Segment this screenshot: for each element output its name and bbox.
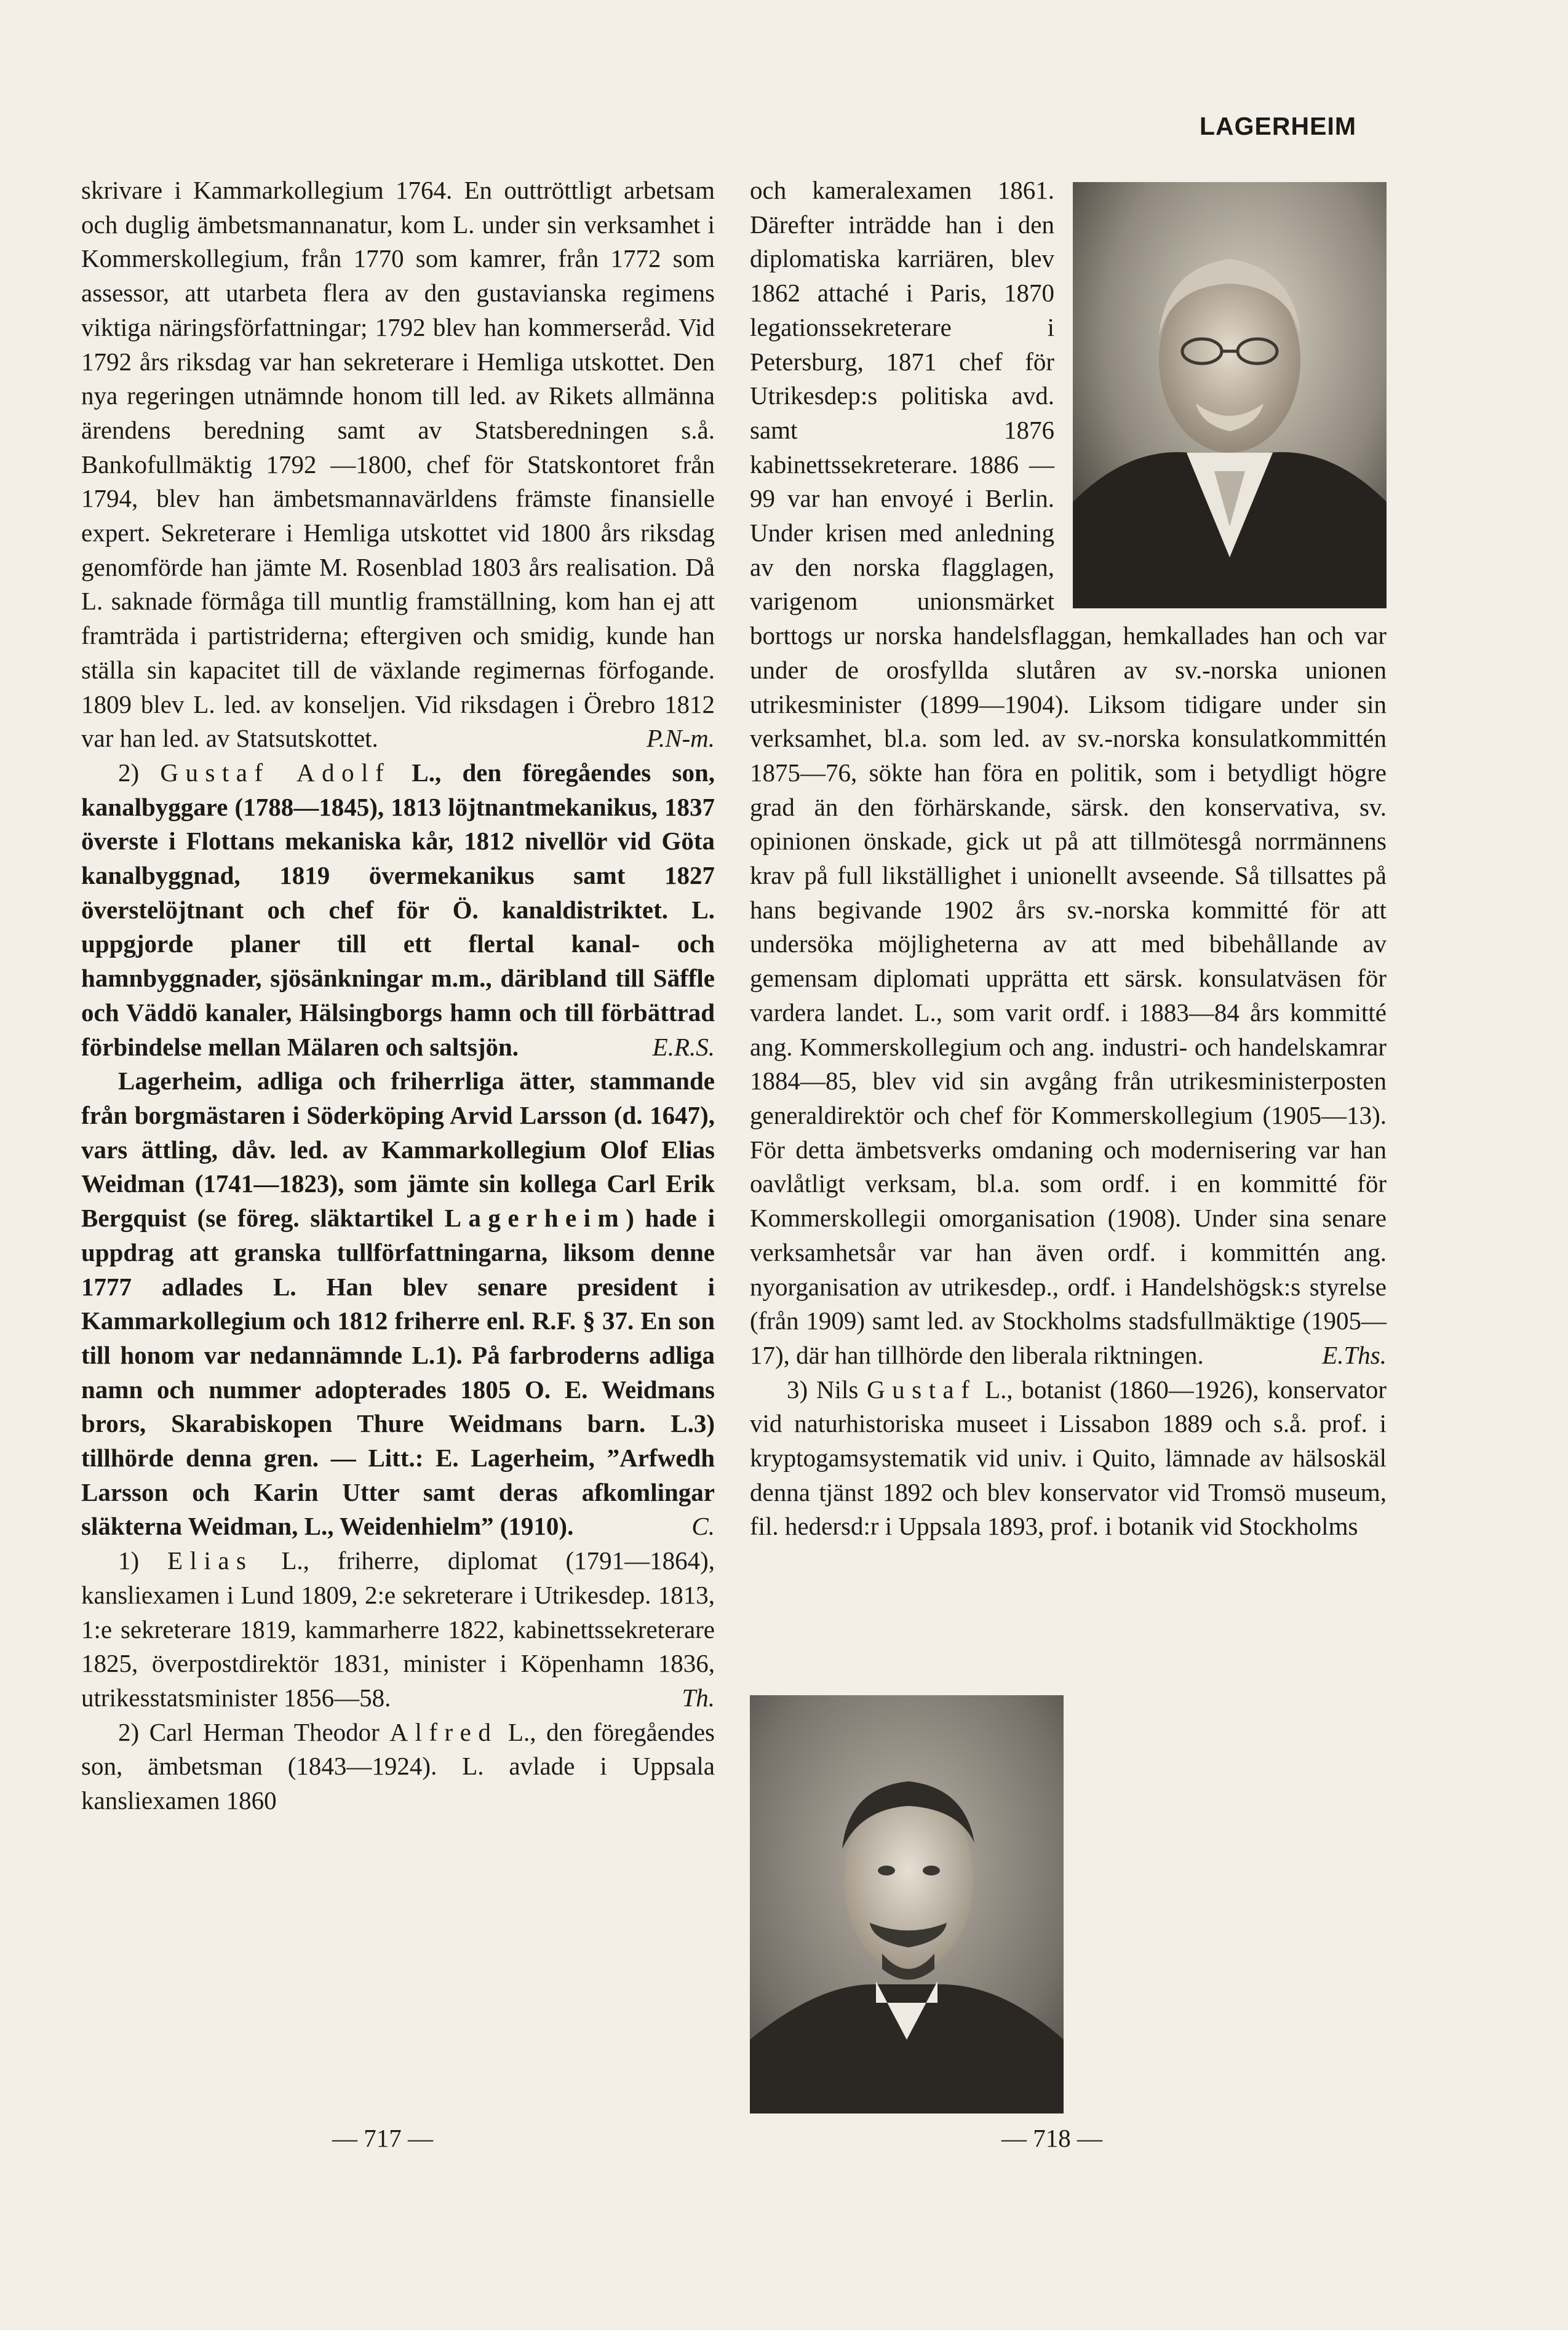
author-signature: E.R.S. — [652, 1032, 715, 1061]
entry-elias: 1) Elias L., friherre, diplomat (1791—1864), kansliexamen i Lund 1809, 2:e sekreterare i Utrikesdep. 1813, 1:e sekreterare 1819, kammarherre 1822, kabinettssekreterare 1825, överpostdirektör 1831, minister i Köpenhamn 1836, utrikesstatsminister 1856—58. Th. — [81, 1544, 715, 1716]
entry-alfred-continued: och kameralexamen 1861. Därefter inträdde han i den diplomatiska karriären, blev 1862 attaché i Paris, 1870 legationssekreterare i Petersburg, 1871 chef för Utrikesdep:s politiska avd. samt 1876 kabinettssekreterare. 1886 —99 var han envoyé i Berlin. Under krisen med anledning av den norska flagglagen, varigenom unionsmärket borttogs ur norska handelsflaggan, hemkallades han och var under de orosfyllda slutåren av sv.-norska unionen utrikesminister (1899—1904). Liksom tidigare under sin verksamhet, bl.a. som led. av sv.-norska konsulatkommittén 1875—76, sökte han föra en politik, som i betydligt högre grad än den förhärskande, särsk. den konservativa, sv. opinionen önskade, gick ut på att tillmötesgå norrmännens krav på full likställighet i unionellt avseende. Så tillsattes på hans begivande 1902 års sv.-norska kommitté för att undersöka möjligheterna av att med bibehållande av gemensam diplomati upprätta ett särsk. konsulatväsen för vardera landet. L., som varit ordf. i 1883—84 års kommitté ang. Kommerskollegium och ang. industri- och handelskamrar 1884—85, blev vid sin avgång från utrikesministerposten generaldirektör och chef för Kommerskollegium (1905—13). För detta ämbetsverks omdaning och modernisering var han oavlåtligt verksam, bl.a. som ordf. i en kommitté för Kommerskollegii omorganisation (1908). Under sina senare verksamhetsår var han även ordf. i kommittén ang. nyorganisation av utrikesdep., ordf. i Handelshögsk:s styrelse (från 1909) samt led. av Stockholms stadsfullmäktige (1905—17), där han tillhörde den liberala riktningen. E.Ths. — [750, 173, 1387, 1373]
author-signature: E.Ths. — [1322, 1340, 1387, 1369]
page-number-left: — 717 — — [332, 2124, 433, 2152]
author-signature: P.N-m. — [647, 724, 715, 753]
spaced-name: Gustaf — [867, 1375, 977, 1404]
entry-lagerheim-family: Lagerheim, adliga och friherrliga ätter, stammande från borgmästaren i Söderköping Arvid Larsson (d. 1647), vars ättling, dåv. led. av Kammarkollegium Olof Elias Weidman (1741—1823), som jämte sin kollega Carl Erik Bergquist (se föreg. släktartikel Lagerheim) hade i uppdrag att granska tullförfattningarna, liksom denne 1777 adlades L. Han blev senare president i Kammarkollegium och 1812 friherre enl. R.F. § 37. En son till honom var nedannämnde L.1). På farbroderns adliga namn och nummer adopterades 1805 O. E. Weidmans brors, Skarabiskopen Thure Weidmans barn. L.3) tillhörde denna gren. — Litt.: E. Lagerheim, ”Arfwedh Larsson och Karin Utter samt deras afkomlingar släkterna Weidman, L., Weidenhielm” (1910). C. — [81, 1064, 715, 1544]
spaced-name: Lagerheim — [444, 1204, 626, 1233]
running-header: LAGERHEIM — [1200, 112, 1356, 140]
lemma: Lagerheim, — [118, 1067, 242, 1095]
paragraph-continued: skrivare i Kammarkollegium 1764. En outtröttligt arbetsam och duglig ämbetsmannanatur, kom L. under sin verksamhet i Kommerskollegium, från 1770 som kamrer, från 1772 som assessor, att utarbeta flera av den gustavianska regimens viktiga näringsförfattningar; 1792 blev han kommerseråd. Vid 1792 års riksdag var han sekreterare i Hemliga utskottet. Den nya regeringen utnämnde honom till led. av Rikets allmänna ärendens beredning samt av Statsberedningen s.å. Bankofullmäktig 1792 —1800, chef för Statskontoret från 1794, blev han ämbetsmannavärldens främste finansielle expert. Sekreterare i Hemliga utskottet vid 1800 års riksdag genomförde han jämte M. Rosenblad 1803 års realisation. Då L. saknade förmåga till muntlig framställning, kom han ej att framträda i partistriderna; eftergiven och smidig, kunde han ställa sin kapacitet till de växlande regimernas förfogande. 1809 blev L. led. av konseljen. Vid riksdagen i Örebro 1812 var han led. av Statsutskottet. P.N-m. — [81, 173, 715, 756]
entry-gustaf-adolf: 2) Gustaf Adolf L., den föregåendes son, kanalbyggare (1788—1845), 1813 löjtnantmekanikus, 1837 överste i Flottans mekaniska kår, 1812 nivellör vid Göta kanalbyggnad, 1819 övermekanikus samt 1827 överstelöjtnant och chef för Ö. kanaldistriktet. L. uppgjorde planer till ett flertal kanal- och hamnbyggnader, sjösänkningar m.m., däribland till Säffle och Väddö kanaler, Hälsingborgs hamn och till förbättrad förbindelse mellan Mälaren och saltsjön. E.R.S. — [81, 756, 715, 1064]
page-number-right: — 718 — — [1001, 2124, 1102, 2152]
spaced-name: Gustaf Adolf — [160, 758, 391, 787]
portrait-alfred-lagerheim — [1073, 182, 1387, 608]
author-signature: C. — [691, 1512, 715, 1541]
entry-nils-gustaf-intro: 3) Nils Gustaf L., botanist (1860—1926), konservator vid naturhistoriska museet i Lissabon 1889 och s.å. prof. i kryptogamsystematik vid univ. i Quito, lämnade av hälsoskäl denna tjänst 1892 och blev konservator vid Tromsö museum, fil. hedersd:r i Uppsala 1893, prof. i botanik vid Stockholms — [750, 1375, 1387, 1541]
portrait-image — [750, 1695, 1064, 2113]
spaced-name: Alfred — [389, 1717, 498, 1746]
portrait-gustaf-lagerheim — [750, 1695, 1064, 2113]
entry-alfred: 2) Carl Herman Theodor Alfred L., den föregåendes son, ämbetsman (1843—1924). L. avlade i Uppsala kansliexamen 1860 — [81, 1717, 715, 1815]
right-column — [750, 173, 1387, 1544]
spaced-name: Elias — [167, 1546, 253, 1575]
left-column — [81, 173, 715, 1818]
author-signature: Th. — [682, 1683, 715, 1712]
portrait-image — [1073, 182, 1387, 608]
